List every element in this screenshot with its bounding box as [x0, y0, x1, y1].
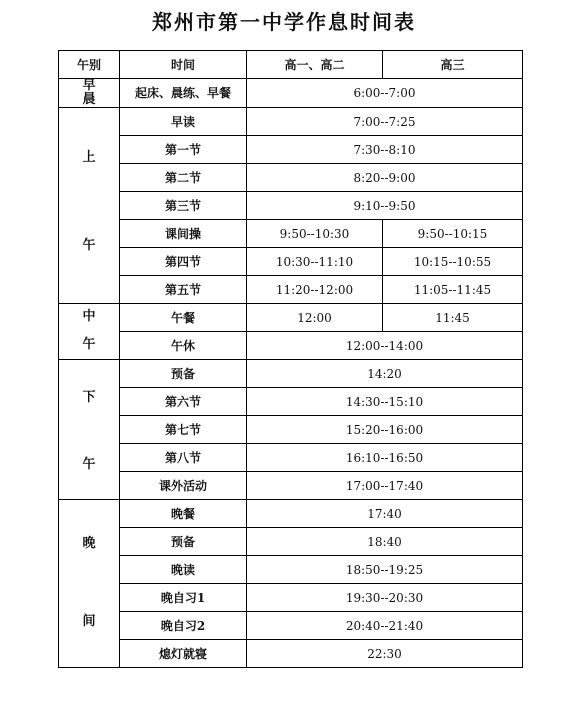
period-char: 晚 [82, 536, 96, 551]
table-row [59, 528, 523, 556]
time-cell: 8:20--9:00 [247, 164, 523, 192]
table-row [59, 192, 523, 220]
activity-cell: 第四节 [120, 248, 247, 276]
time-cell: 14:20 [247, 360, 523, 388]
time-cell-grade3: 10:15--10:55 [383, 248, 523, 276]
activity-cell: 第三节 [120, 192, 247, 220]
time-cell: 12:00--14:00 [247, 332, 523, 360]
table-row [59, 472, 523, 500]
period-label [59, 500, 119, 629]
period-char: 晨 [82, 92, 96, 107]
time-cell-grade3: 9:50--10:15 [383, 220, 523, 248]
time-cell-grade1-2: 12:00 [247, 304, 383, 332]
column-header: 高三 [383, 51, 523, 79]
period-cell [59, 500, 120, 668]
period-char: 间 [82, 614, 96, 629]
table-row [59, 360, 523, 388]
period-label [59, 304, 119, 352]
time-cell: 20:40--21:40 [247, 612, 523, 640]
activity-cell: 第二节 [120, 164, 247, 192]
activity-cell: 第一节 [120, 136, 247, 164]
table-row [59, 388, 523, 416]
table-row [59, 640, 523, 668]
activity-cell: 第六节 [120, 388, 247, 416]
activity-cell: 预备 [120, 528, 247, 556]
table-row [59, 500, 523, 528]
time-cell: 17:00--17:40 [247, 472, 523, 500]
page-title: 郑州市第一中学作息时间表 [152, 10, 416, 34]
period-char: 下 [82, 390, 96, 405]
period-cell [59, 304, 120, 360]
table-row [59, 304, 523, 332]
time-cell: 15:20--16:00 [247, 416, 523, 444]
table-row [59, 108, 523, 136]
table-row [59, 584, 523, 612]
period-char: 午 [82, 457, 96, 472]
time-cell: 17:40 [247, 500, 523, 528]
activity-cell: 晚读 [120, 556, 247, 584]
activity-cell: 预备 [120, 360, 247, 388]
period-char: 上 [82, 150, 96, 165]
table-row [59, 556, 523, 584]
table-row [59, 612, 523, 640]
column-header: 高一、高二 [247, 51, 383, 79]
activity-cell: 课间操 [120, 220, 247, 248]
activity-cell: 晚餐 [120, 500, 247, 528]
schedule-table [58, 50, 523, 668]
time-cell: 18:40 [247, 528, 523, 556]
table-row [59, 164, 523, 192]
time-cell-grade1-2: 11:20--12:00 [247, 276, 383, 304]
activity-cell: 第八节 [120, 444, 247, 472]
period-char: 早 [82, 78, 96, 93]
time-cell: 7:00--7:25 [247, 108, 523, 136]
table-row [59, 444, 523, 472]
table-row [59, 332, 523, 360]
activity-cell: 熄灯就寝 [120, 640, 247, 668]
table-row [59, 136, 523, 164]
period-label [59, 79, 119, 107]
period-char: 午 [82, 238, 96, 253]
period-char: 午 [82, 337, 96, 352]
activity-cell: 早读 [120, 108, 247, 136]
time-cell: 14:30--15:10 [247, 388, 523, 416]
period-label [59, 108, 119, 253]
header-row [59, 51, 523, 79]
time-cell: 6:00--7:00 [247, 79, 523, 108]
time-cell-grade3: 11:05--11:45 [383, 276, 523, 304]
activity-cell: 晚自习1 [120, 584, 247, 612]
table-row [59, 79, 523, 108]
time-cell-grade1-2: 10:30--11:10 [247, 248, 383, 276]
time-cell: 18:50--19:25 [247, 556, 523, 584]
table-row [59, 248, 523, 276]
activity-cell: 午休 [120, 332, 247, 360]
time-cell-grade1-2: 9:50--10:30 [247, 220, 383, 248]
activity-cell: 第五节 [120, 276, 247, 304]
activity-cell: 晚自习2 [120, 612, 247, 640]
time-cell: 9:10--9:50 [247, 192, 523, 220]
table-row [59, 416, 523, 444]
period-cell [59, 360, 120, 500]
column-header: 午别 [59, 51, 120, 79]
activity-cell: 课外活动 [120, 472, 247, 500]
period-cell [59, 79, 120, 108]
period-char: 中 [82, 309, 96, 324]
table-row [59, 220, 523, 248]
time-cell: 7:30--8:10 [247, 136, 523, 164]
table-row [59, 276, 523, 304]
activity-cell: 第七节 [120, 416, 247, 444]
period-label [59, 360, 119, 472]
time-cell: 16:10--16:50 [247, 444, 523, 472]
activity-cell: 午餐 [120, 304, 247, 332]
time-cell: 19:30--20:30 [247, 584, 523, 612]
period-cell [59, 108, 120, 304]
activity-cell: 起床、晨练、早餐 [120, 79, 247, 108]
time-cell-grade3: 11:45 [383, 304, 523, 332]
column-header: 时间 [120, 51, 247, 79]
time-cell: 22:30 [247, 640, 523, 668]
